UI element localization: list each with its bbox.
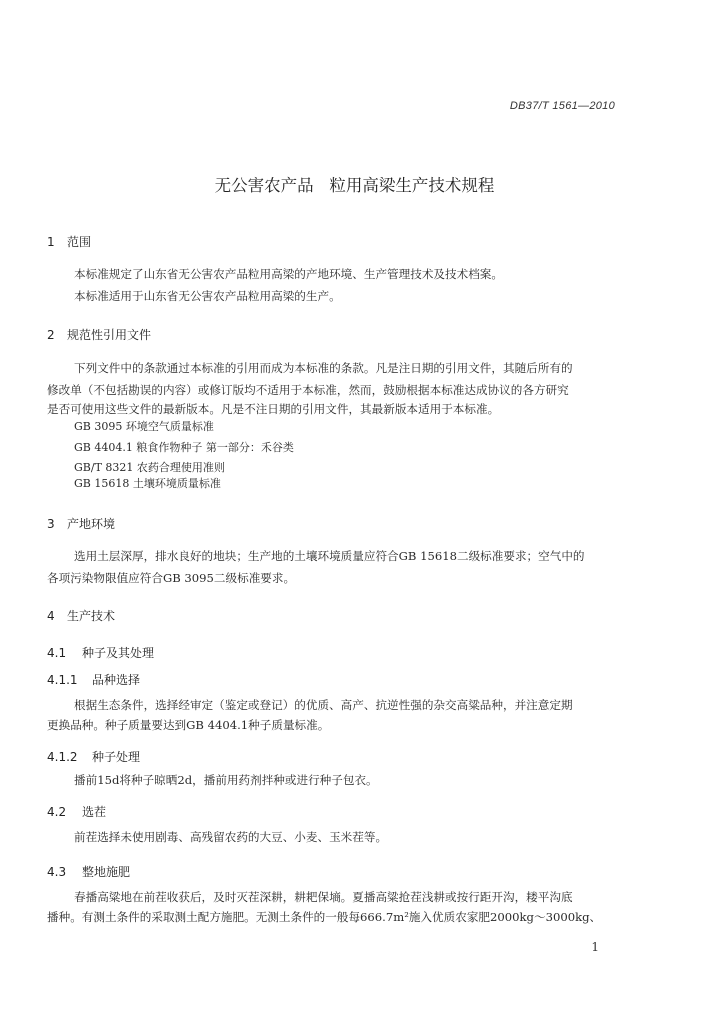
section-title: 生产技术 — [67, 609, 116, 623]
section-number: 4.1 — [47, 646, 67, 660]
section-heading-4-1-1 — [47, 671, 140, 688]
section-heading-4-2 — [47, 803, 106, 820]
section-heading-1 — [47, 233, 91, 250]
section-heading-3 — [47, 515, 115, 532]
page-number: 1 — [591, 940, 599, 954]
section-heading-4-1 — [47, 644, 154, 661]
paragraph-line: 是否可使用这些文件的最新版本。凡是不注日期的引用文件，其最新版本适用于本标准。 — [47, 402, 500, 416]
section-heading-4-3 — [47, 863, 130, 880]
section-heading-4-1-2 — [47, 748, 140, 765]
paragraph-line: 根据生态条件，选择经审定（鉴定或登记）的优质、高产、抗逆性强的杂交高粱品种，并注意定期 — [74, 698, 573, 712]
section-number: 2 — [47, 328, 55, 342]
document-code: DB37/T 1561—2010 — [509, 100, 615, 112]
section-number: 4.1.1 — [47, 673, 78, 687]
section-title: 范围 — [67, 235, 92, 249]
paragraph-line: 更换品种。种子质量要达到GB 4404.1种子质量标准。 — [47, 718, 330, 732]
reference-item: GB 4404.1 粮食作物种子 第一部分：禾谷类 — [74, 441, 294, 454]
section-title: 种子及其处理 — [82, 646, 155, 660]
section-title: 规范性引用文件 — [67, 328, 152, 342]
section-title: 整地施肥 — [82, 865, 131, 879]
paragraph-line: 播前15d将种子晾晒2d，播前用药剂拌种或进行种子包衣。 — [74, 773, 378, 787]
paragraph-line: 播种。有测土条件的采取测土配方施肥。无测土条件的一般每666.7m²施入优质农家肥2000kg～3000kg、 — [47, 910, 602, 924]
section-title: 产地环境 — [67, 517, 116, 531]
paragraph-line: 各项污染物限值应符合GB 3095二级标准要求。 — [47, 571, 296, 585]
document-title: 无公害农产品 粒用高梁生产技术规程 — [214, 176, 495, 195]
section-heading-2 — [47, 326, 151, 343]
section-title: 选茬 — [82, 805, 107, 819]
section-heading-4 — [47, 607, 115, 624]
section-number: 1 — [47, 235, 55, 249]
section-title: 品种选择 — [92, 673, 141, 687]
reference-item: GB 15618 土壤环境质量标准 — [74, 477, 221, 490]
section-title: 种子处理 — [92, 750, 141, 764]
section-number: 4.1.2 — [47, 750, 78, 764]
section-number: 4.2 — [47, 805, 67, 819]
reference-item: GB 3095 环境空气质量标准 — [74, 420, 214, 433]
paragraph-line: 本标准适用于山东省无公害农产品粒用高梁的生产。 — [74, 289, 341, 303]
section-number: 4 — [47, 609, 55, 623]
paragraph-line: 春播高粱地在前茬收获后，及时灭茬深耕，耕耙保墒。夏播高粱抢茬浅耕或按行距开沟，耧平沟底 — [74, 890, 573, 904]
paragraph-line: 修改单（不包括勘误的内容）或修订版均不适用于本标准，然而，鼓励根据本标准达成协议的各方研究 — [47, 383, 569, 397]
section-number: 4.3 — [47, 865, 67, 879]
paragraph-line: 选用土层深厚，排水良好的地块；生产地的土壤环境质量应符合GB 15618二级标准要求；空气中的 — [74, 549, 585, 563]
paragraph-line: 本标准规定了山东省无公害农产品粒用高梁的产地环境、生产管理技术及技术档案。 — [74, 267, 503, 281]
section-number: 3 — [47, 517, 55, 531]
paragraph-line: 下列文件中的条款通过本标准的引用而成为本标准的条款。凡是注日期的引用文件，其随后所有的 — [74, 361, 573, 375]
reference-item: GB/T 8321 农药合理使用准则 — [74, 461, 225, 474]
paragraph-line: 前茬选择未使用剧毒、高残留农药的大豆、小麦、玉米茬等。 — [74, 830, 388, 844]
